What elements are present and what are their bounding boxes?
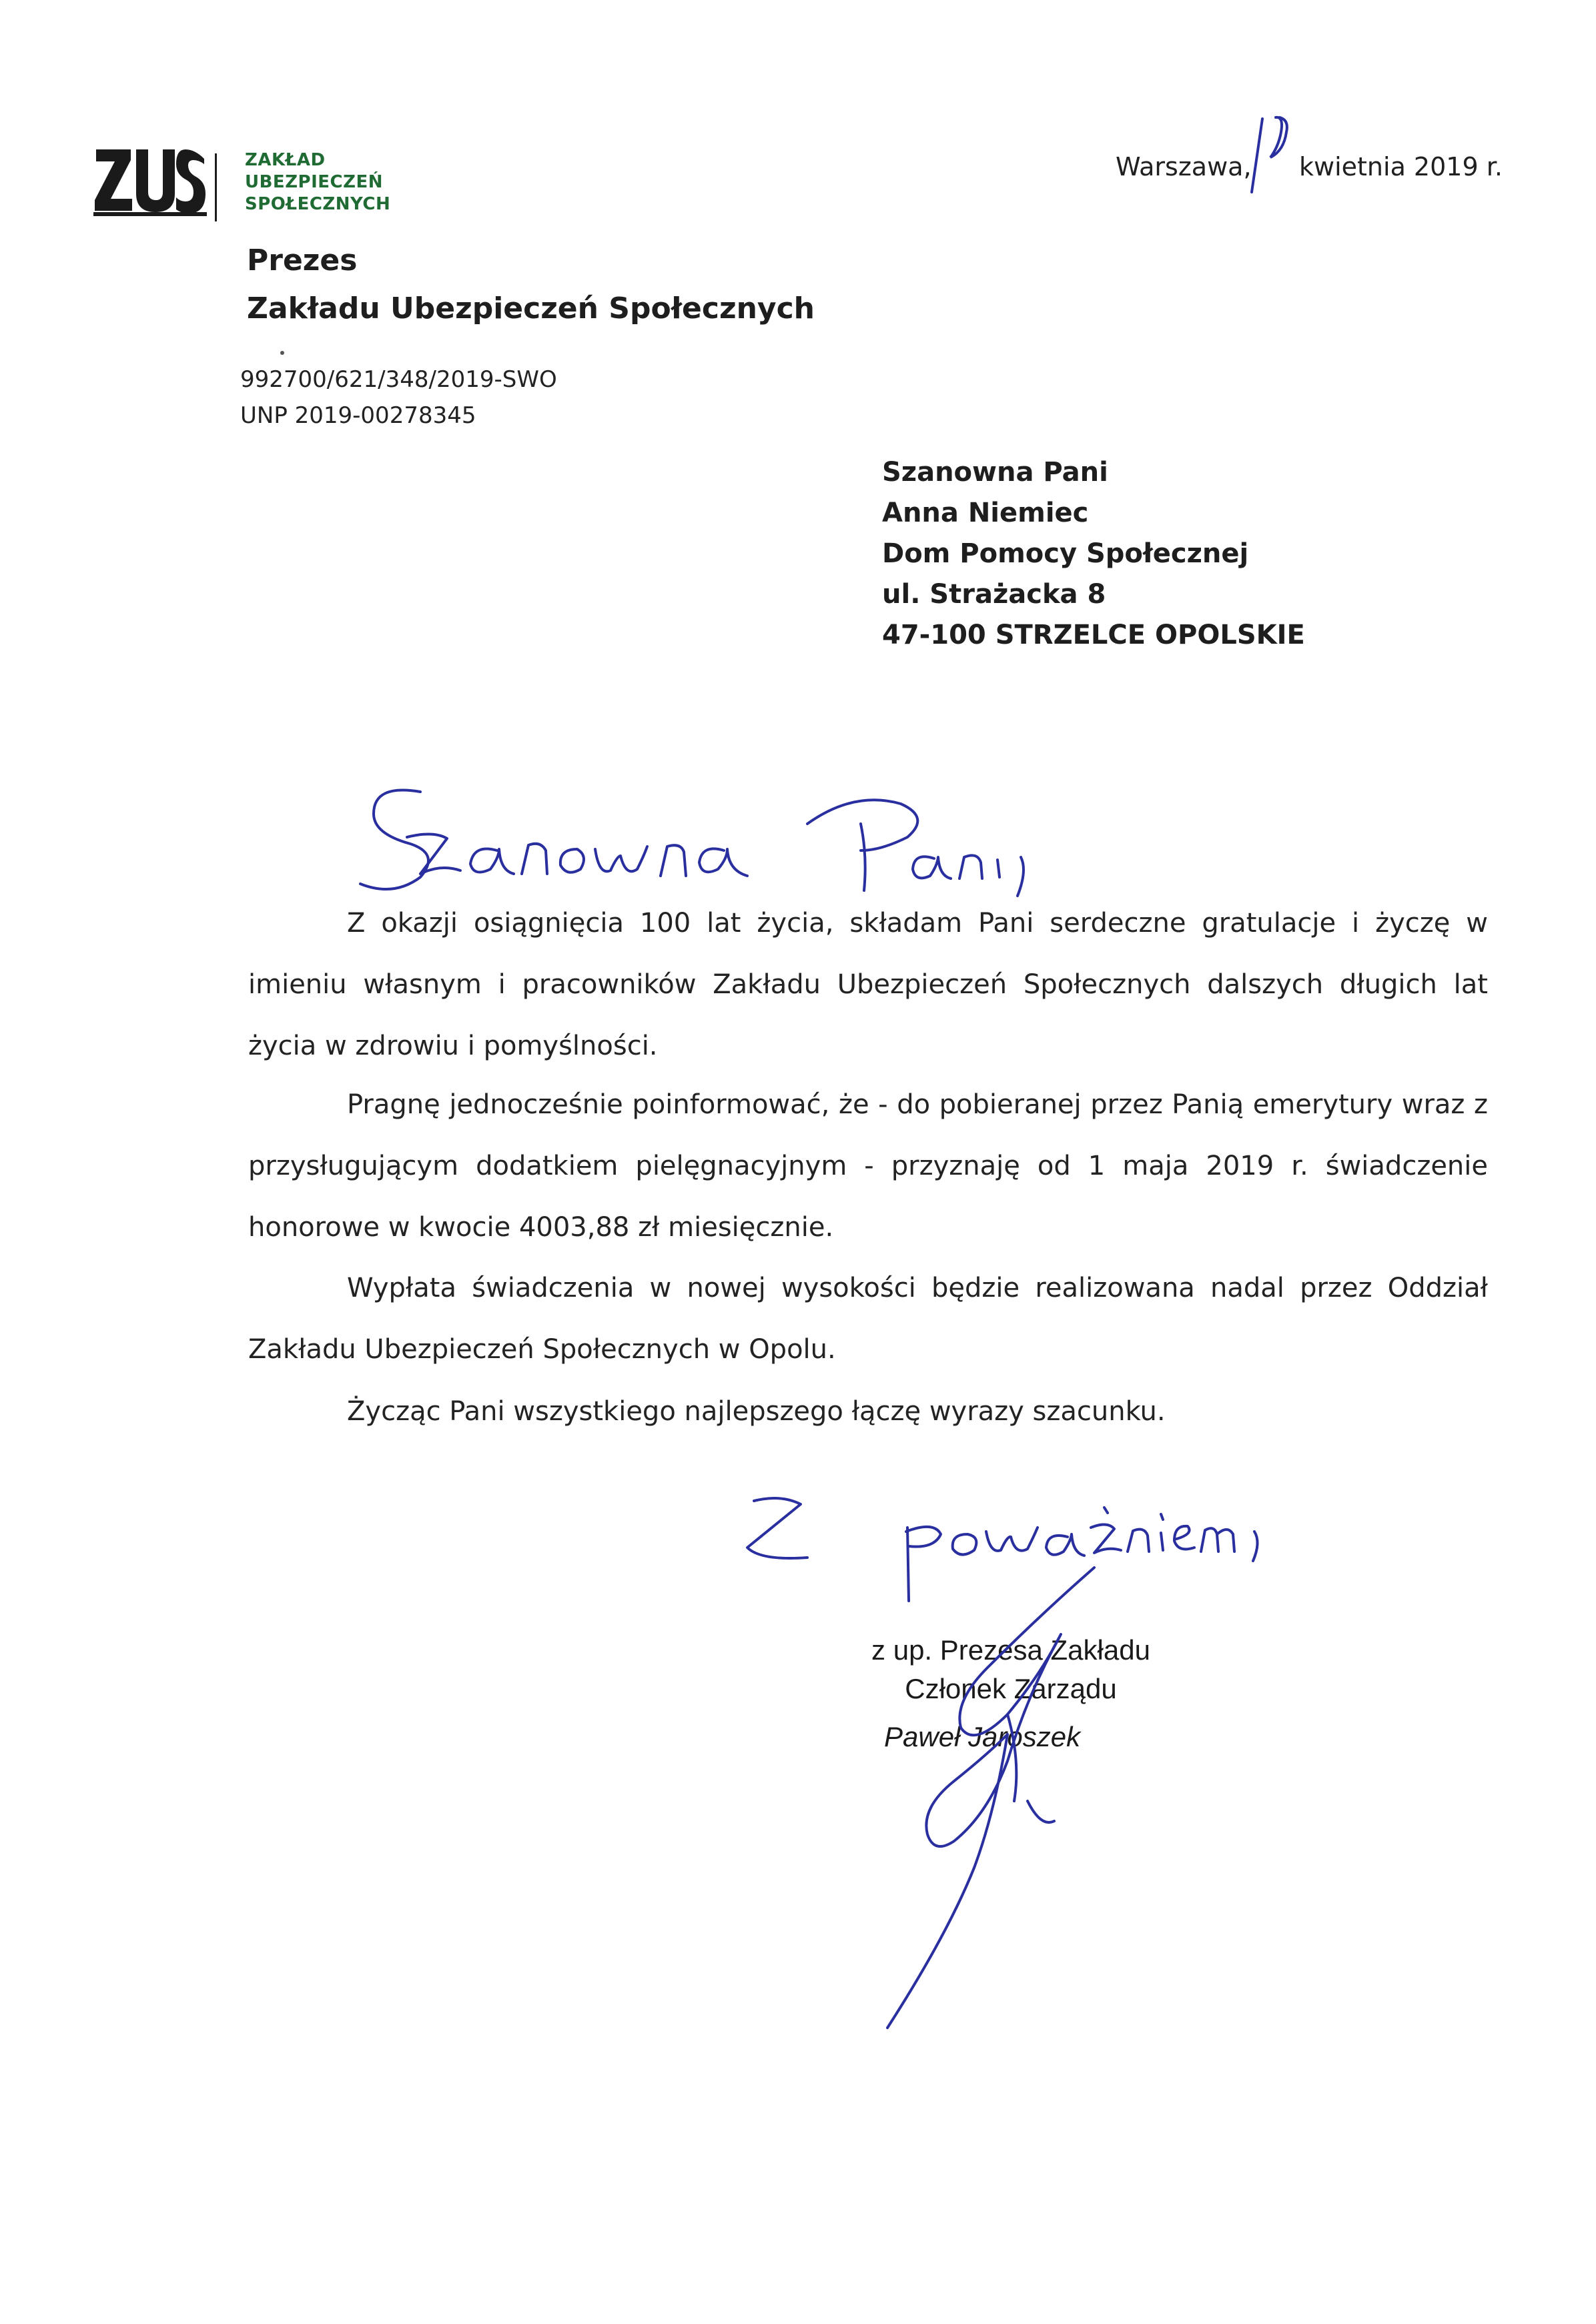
zus-logo — [93, 140, 391, 223]
handwritten-signature — [787, 1561, 1134, 2041]
handwritten-day — [1242, 112, 1296, 199]
scan-mark — [280, 351, 284, 355]
sender-block — [247, 237, 815, 333]
letter-date — [1116, 152, 1503, 269]
addressee-block — [882, 452, 1305, 656]
paragraph-congratulations: Z okazji osiągnięcia 100 lat życia, składam Pani serdeczne gratulacje i życzę w imieniu własnym i pracowników Zakładu Ubezpieczeń Społecznych dalszych długich lat życia w zdrowiu i pomyślności. — [248, 908, 1488, 1061]
paragraph-benefit: Pragnę jednocześnie poinformować, że - do pobieranej przez Panią emerytury wraz z przysługującym dodatkiem pielęgnacyjnym - przyznaję od 1 maja 2019 r. świadczenie honorowe w kwocie 4003,88 zł miesięcznie. — [248, 1089, 1488, 1243]
unp-number: UNP 2019-00278345 — [240, 402, 476, 429]
signature-authority: z up. Prezesa Zakładu — [871, 1634, 1150, 1666]
logo-line: ZAKŁAD — [245, 150, 326, 170]
logo-line: UBEZPIECZEŃ — [245, 172, 383, 192]
reference-numbers — [240, 362, 557, 434]
paragraph-payment: Wypłata świadczenia w nowej wysokości będzie realizowana nadal przez Oddział Zakładu Ubezpieczeń Społecznych w Opolu. — [248, 1273, 1488, 1365]
addressee-city: 47-100 STRZELCE OPOLSKIE — [882, 620, 1305, 650]
logo-text — [245, 149, 390, 215]
signature-name: Paweł Jaroszek — [884, 1721, 1081, 1752]
logo-divider — [215, 153, 217, 221]
case-number: 992700/621/348/2019-SWO — [240, 366, 557, 393]
addressee-name: Anna Niemiec — [882, 498, 1089, 528]
logo-line: SPOŁECZNYCH — [245, 194, 391, 214]
handwritten-salutation — [347, 777, 1081, 911]
addressee-salutation: Szanowna Pani — [882, 457, 1108, 488]
sender-title: Prezes — [247, 243, 358, 277]
paragraph-closing-wishes: Życząc Pani wszystkiego najlepszego łączę wyrazy szacunku. — [347, 1396, 1166, 1427]
date-month-year: kwietnia 2019 r. — [1299, 152, 1503, 181]
sender-institution: Zakładu Ubezpieczeń Społecznych — [247, 292, 815, 326]
addressee-street: ul. Strażacka 8 — [882, 579, 1106, 610]
signature-position: Członek Zarządu — [905, 1673, 1117, 1704]
addressee-institution: Dom Pomocy Społecznej — [882, 538, 1249, 569]
zus-logo-mark — [93, 144, 207, 217]
date-place: Warszawa, — [1116, 152, 1252, 181]
